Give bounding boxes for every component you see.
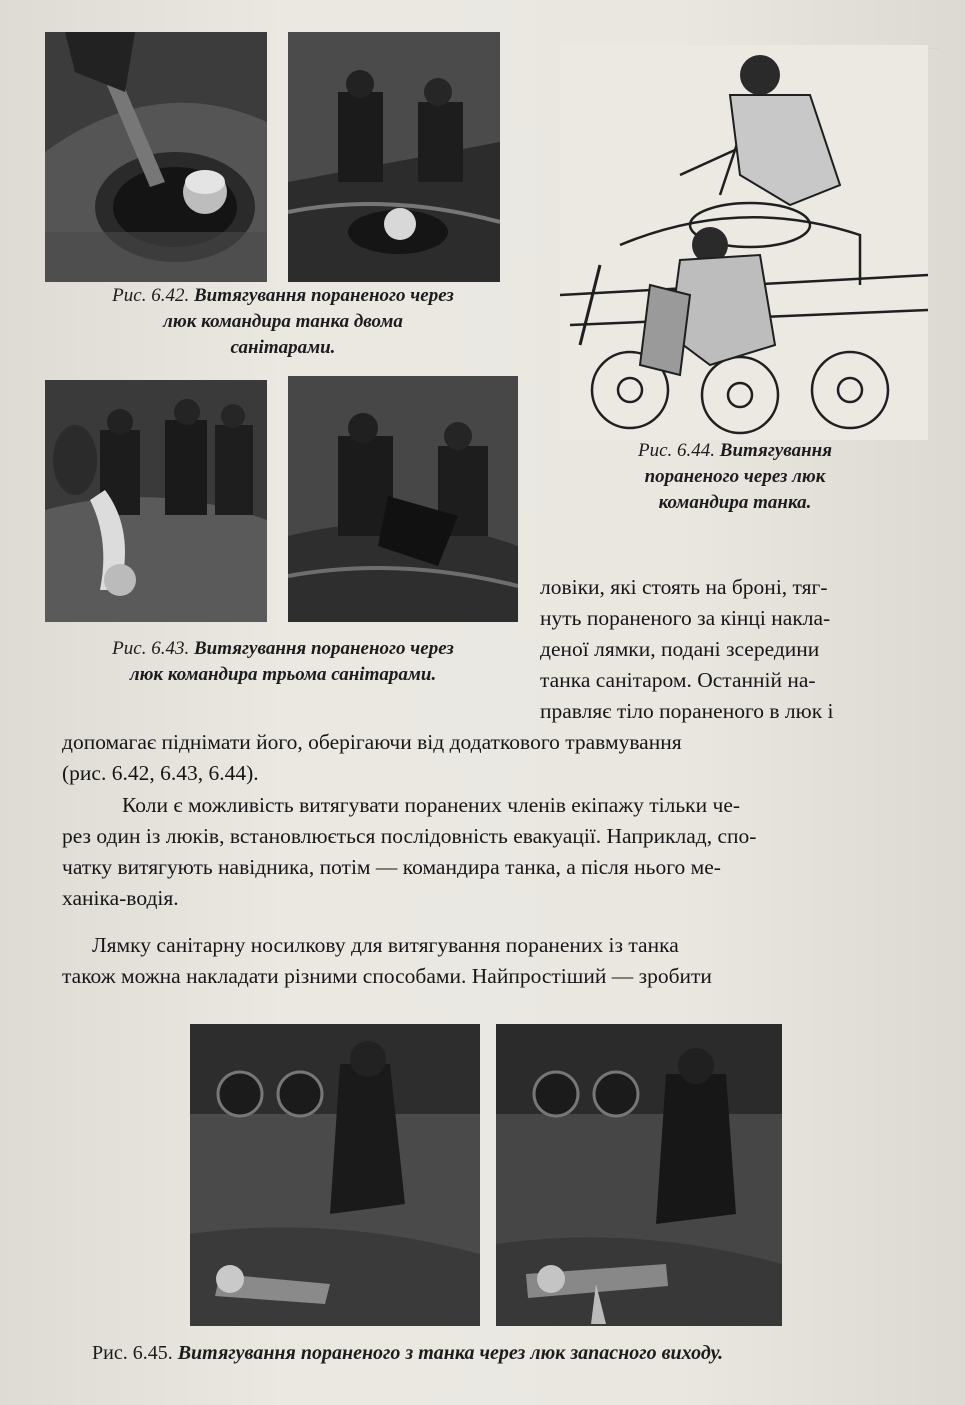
figure-6-42-photo-right xyxy=(288,32,500,282)
figure-6-45-caption xyxy=(92,1340,932,1366)
paragraph-2-line-1: Коли є можливість витягувати поранених членів екіпажу тільки че- xyxy=(122,793,741,817)
right-column-text xyxy=(540,572,928,696)
figure-6-44-title-line-1: Витягування xyxy=(719,440,833,461)
figure-6-45-title: Витягування пораненого з танка через люк запасного виходу. xyxy=(177,1342,724,1364)
paragraph-2 xyxy=(62,790,928,914)
figure-6-45-photo-left xyxy=(190,1024,480,1326)
figure-6-45-photo-right xyxy=(496,1024,782,1326)
paragraph-3 xyxy=(62,930,928,992)
paragraph-1-line-2: допомагає піднімати його, оберігаючи від додаткового травмування xyxy=(62,730,682,754)
paragraph-3-line-1: Лямку санітарну носилкову для витягування поранених із танка xyxy=(92,933,679,957)
paragraph-2-line-2: рез один із люків, встановлюється послідовність евакуації. Наприклад, спо- xyxy=(62,824,757,848)
figure-6-42-photo-left xyxy=(45,32,267,282)
figure-6-43-title-line-2: люк командира трьома санітарами. xyxy=(129,664,437,685)
figure-6-43-number: Рис. 6.43. xyxy=(112,638,190,659)
figure-6-43-caption xyxy=(48,636,518,688)
figure-6-44-illustration xyxy=(560,45,928,440)
figure-6-45-number: Рис. 6.45. xyxy=(92,1342,173,1364)
figure-6-44-title-line-3: командира танка. xyxy=(658,492,812,513)
right-column-line-3: деної лямки, подані зсередини xyxy=(540,637,820,661)
paragraph-1 xyxy=(62,696,928,789)
paragraph-3-line-2: також можна накладати різними способами. Найпростіший — зробити xyxy=(62,964,712,988)
paragraph-2-line-3: чатку витягують навідника, потім — командира танка, а після нього ме- xyxy=(62,855,721,879)
right-column-line-4: танка санітаром. Останній на- xyxy=(540,668,816,692)
figure-6-44-number: Рис. 6.44. xyxy=(637,440,716,461)
figure-6-42-title-line-1: Витягування пораненого через xyxy=(193,285,454,306)
figure-6-42-number: Рис. 6.42. xyxy=(112,285,190,306)
right-column-line-2: нуть пораненого за кінці накла- xyxy=(540,606,831,630)
paragraph-1-line-1: правляє тіло пораненого в люк і xyxy=(540,699,834,723)
figure-6-42-title-line-3: санітарами. xyxy=(230,337,336,358)
paragraph-2-line-4: ханіка-водія. xyxy=(62,886,179,910)
figure-6-43-photo-right xyxy=(288,376,518,622)
figure-6-44-caption xyxy=(590,438,880,516)
figure-6-44-title-line-2: пораненого через люк xyxy=(644,466,826,487)
figure-6-43-photo-left xyxy=(45,380,267,622)
right-column-line-1: ловіки, які стоять на броні, тяг- xyxy=(540,575,828,599)
paragraph-1-line-3: (рис. 6.42, 6.43, 6.44). xyxy=(62,761,259,785)
figure-6-42-title-line-2: люк командира танка двома xyxy=(163,311,403,332)
figure-6-43-title-line-1: Витягування пораненого через xyxy=(193,638,454,659)
figure-6-42-caption xyxy=(48,283,518,361)
